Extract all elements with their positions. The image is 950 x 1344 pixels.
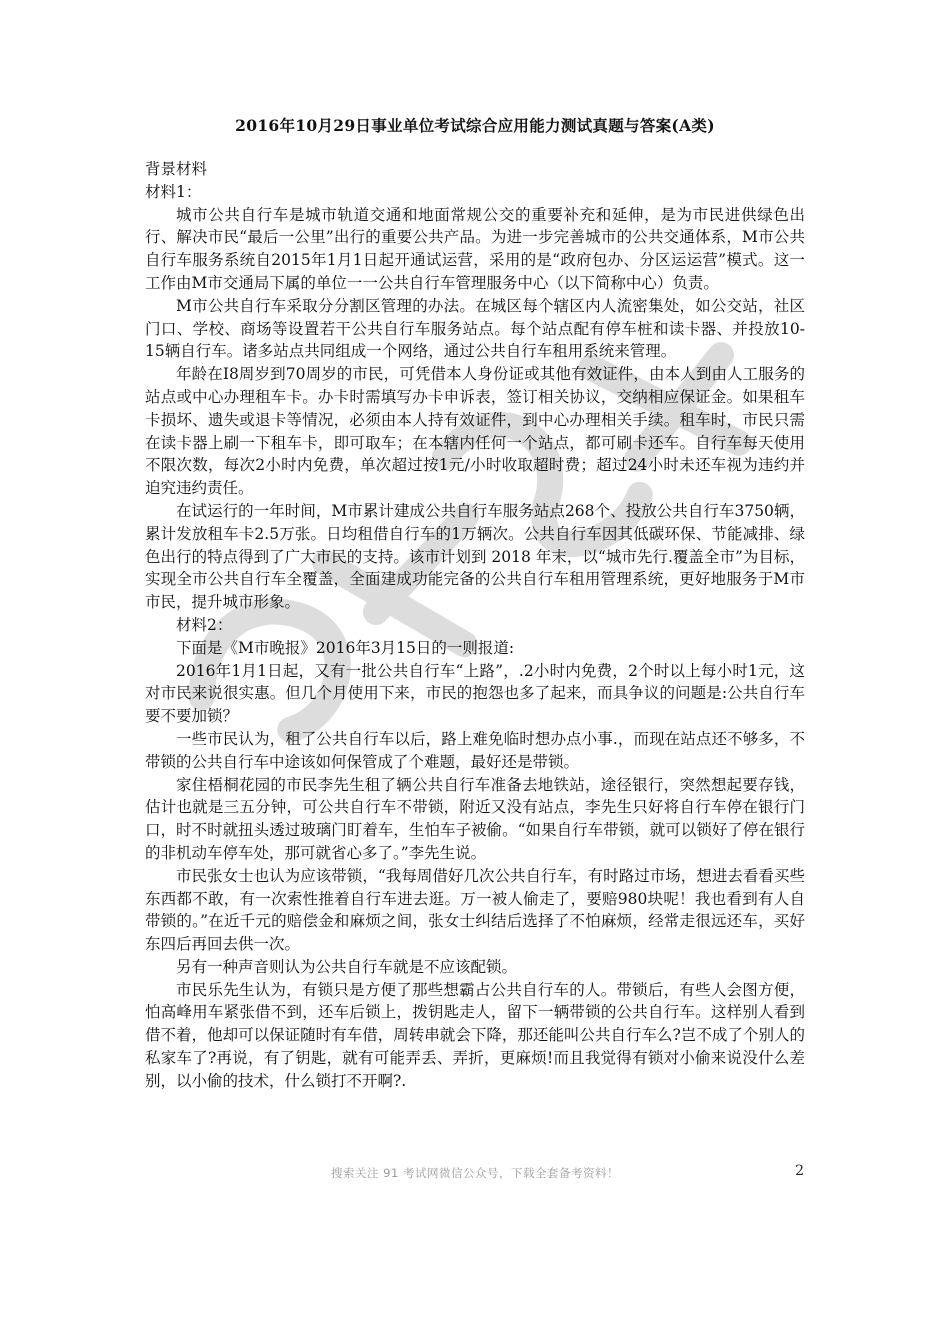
paragraph: M市公共自行车采取分分割区管理的办法。在城区每个辖区内人流密集处，如公交站，社区门口、学校、商场等设置若干公共自行车服务站点。每个站点配有停车桩和读卡器、并投放10-15辆自行车。诸多站点共同组成一个网络，通过公共自行车租用系统来管理。: [145, 296, 805, 361]
document-title: 2016年10月29日事业单位考试综合应用能力测试真题与答案(A类): [235, 116, 715, 135]
paragraph: 另有一种声音则认为公共自行车就是不应该配锁。: [176, 957, 518, 976]
page-footer: [0, 1163, 950, 1183]
document-body: [145, 158, 805, 1093]
paragraph: 市民张女士也认为应该带锁，“我每周借好几次公共自行车，有时路过市场，想进去看看买些东西都不敢，有一次索性推着自行车进去逛。万一被人偷走了，要赔980块呢！我也看到有人自带锁的。”在近千元的赔偿金和麻烦之间，张女士纠结后选择了不怕麻烦，经常走很远还车，买好东四后再回去供一次。: [145, 866, 805, 954]
paragraph: 年龄在I8周岁到70周岁的市民，可凭借本人身份证或其他有效证件，由本人到由人工服务的站点或中心办理租车卡。办卡时需填写办卡申诉表，签订相关协议，交纳相应保证金。如果租车卡损坏、遗失或退卡等情况，必须由本人持有效证件，到中心办理相关手续。租车时，市民只需在读卡器上刷一下租车卡，即可取车；在本辖内任何一个站点，都可刷卡还车。自行车每天使用不限次数，每次2小时内免费，单次超过按1元/小时收取超时费；超过24小时未还车视为违约并迫究违约责任。: [145, 365, 805, 498]
paragraph: 市民乐先生认为，有锁只是方便了那些想霸占公共自行车的人。带锁后，有些人会图方便，怕高峰用车紧张借不到，还车后锁上，拨钥匙走人，留下一辆带锁的公共自行车。这样别人看到借不着，他却可以保证随时有车借，周转串就会下降，那还能叫公共自行车么?岂不成了个别人的私家车了?再说，有了钥匙，就有可能弄丢、弄折，更麻烦!而且我觉得有锁对小偷来说没什么差别，以小偷的技术，什么锁打不开啊?.: [145, 980, 805, 1090]
page-number: 2: [795, 1163, 804, 1179]
material-label: 材料1：: [145, 182, 202, 201]
paragraph: 家住梧桐花园的市民李先生租了辆公共自行车准备去地铁站，途径银行，突然想起要存钱，估计也就是三五分钟，可公共自行车不带锁，附近又没有站点，李先生只好将自行车停在银行门口，时不时就扭头透过玻璃门盯着车，生怕车子被偷。“如果自行车带锁，就可以锁好了停在银行的非机动车停车处，那可就省心多了。”李先生说。: [145, 775, 805, 862]
paragraph: 下面是《M市晚报》2016年3月15日的一则报道:: [176, 638, 515, 657]
paragraph: 在试运行的一年时间，M市累计建成公共自行车服务站点268个、投放公共自行车3750辆，累计发放租车卡2.5万张。日均租借自行车的1万辆次。公共自行车因其低碳环保、节能减排、绿色出行的特点得到了广大市民的支持。该市计划到 2018 年末，以“城市先行.覆盖全市”为目标，实现全市公共自行车全覆盖，全面建成功能完备的公共自行车租用管理系统，更好地服务于M市市民，提升城市形象。: [145, 501, 805, 612]
section-heading: 背景材料: [145, 160, 208, 178]
material-label: 材料2：: [176, 615, 233, 634]
paragraph: 城市公共自行车是城市轨道交通和地面常规公交的重要补充和延伸，是为市民进供绿色出行、解决市民“最后一公里”出行的重要公共产品。为进一步完善城市的公共交通体系，M市公共自行车服务系统自2015年1月1日起开通试运营，采用的是“政府包办、分区运运营”模式。这一工作由M市交通局下属的单位一一公共自行车管理服务中心（以下简称中心）负责。: [145, 205, 805, 292]
footer-note: 搜索关注 91 考试网微信公众号，下载全套备考资料！: [331, 1166, 619, 1180]
paragraph: 一些市民认为，租了公共自行车以后，路上难免临时想办点小事.，而现在站点还不够多，不带锁的公共自行车中途该如何保管成了个难题，最好还是带锁。: [145, 729, 805, 771]
paragraph: 2016年1月1日起，又有一批公共自行车“上路”，.2小时内免费，2个时以上每小时1元，这对市民来说很实惠。但几个月使用下来，市民的抱怨也多了起来，而具争议的问题是:公共自行车要不要加锁？: [145, 661, 805, 726]
